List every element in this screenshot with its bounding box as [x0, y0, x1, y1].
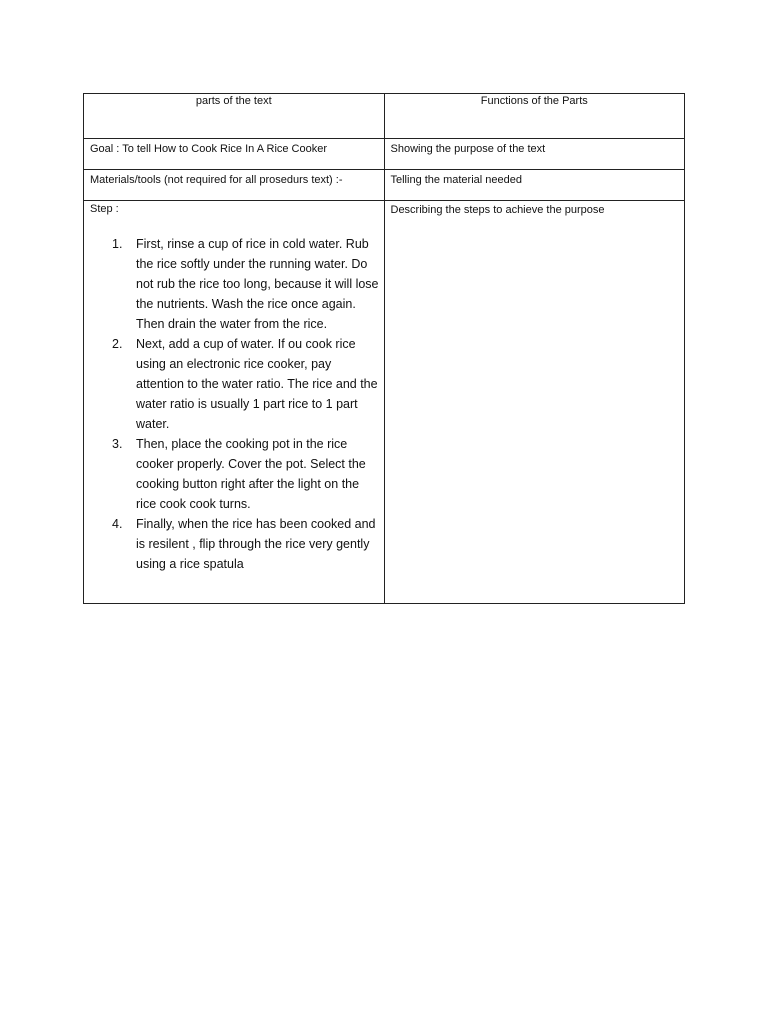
- step-number: 1.: [112, 237, 123, 251]
- step-text: Next, add a cup of water. If ou cook rice using an electronic rice cooker, pay attention to the water ratio. The rice and the water ratio is usually 1 part rice to 1 part water.: [136, 337, 378, 431]
- list-item: [112, 334, 380, 434]
- list-item: [112, 514, 380, 574]
- step-number: 4.: [112, 517, 123, 531]
- header-parts-text: parts of the text: [195, 95, 272, 107]
- header-functions-text: Functions of the Parts: [480, 95, 588, 107]
- materials-part-cell: [84, 170, 385, 201]
- steps-function-text: Describing the steps to achieve the purpose: [390, 204, 605, 216]
- step-text: Then, place the cooking pot in the rice cooker properly. Cover the pot. Select the cooking button right after the light on the rice cook cook turns.: [136, 437, 366, 511]
- table-header-row: [84, 94, 685, 139]
- materials-function-cell: [384, 170, 685, 201]
- materials-function-text: Telling the material needed: [390, 174, 522, 186]
- step-text: First, rinse a cup of rice in cold water. Rub the rice softly under the running water. Do not rub the rice too long, because it will lose the nutrients. Wash the rice once again. Then drain the water from the rice.: [136, 237, 379, 331]
- header-cell-parts: [84, 94, 385, 139]
- list-item: [112, 234, 380, 334]
- steps-list: [84, 234, 384, 574]
- table-row-steps: [84, 201, 685, 604]
- list-item: [112, 434, 380, 514]
- goal-part-cell: [84, 139, 385, 170]
- steps-part-cell: [84, 201, 385, 604]
- table-row-goal: [84, 139, 685, 170]
- step-number: 3.: [112, 437, 123, 451]
- materials-part-text: Materials/tools (not required for all prosedurs text) :-: [90, 174, 343, 186]
- steps-function-cell: [384, 201, 685, 604]
- step-number: 2.: [112, 337, 123, 351]
- step-label: Step :: [90, 203, 119, 215]
- goal-part-text: Goal : To tell How to Cook Rice In A Rice Cooker: [90, 143, 328, 155]
- procedure-parts-table: [83, 93, 685, 604]
- header-cell-functions: [384, 94, 685, 139]
- step-text: Finally, when the rice has been cooked and is resilent , flip through the rice very gently using a rice spatula: [136, 517, 376, 571]
- goal-function-cell: [384, 139, 685, 170]
- goal-function-text: Showing the purpose of the text: [390, 143, 546, 155]
- table-row-materials: [84, 170, 685, 201]
